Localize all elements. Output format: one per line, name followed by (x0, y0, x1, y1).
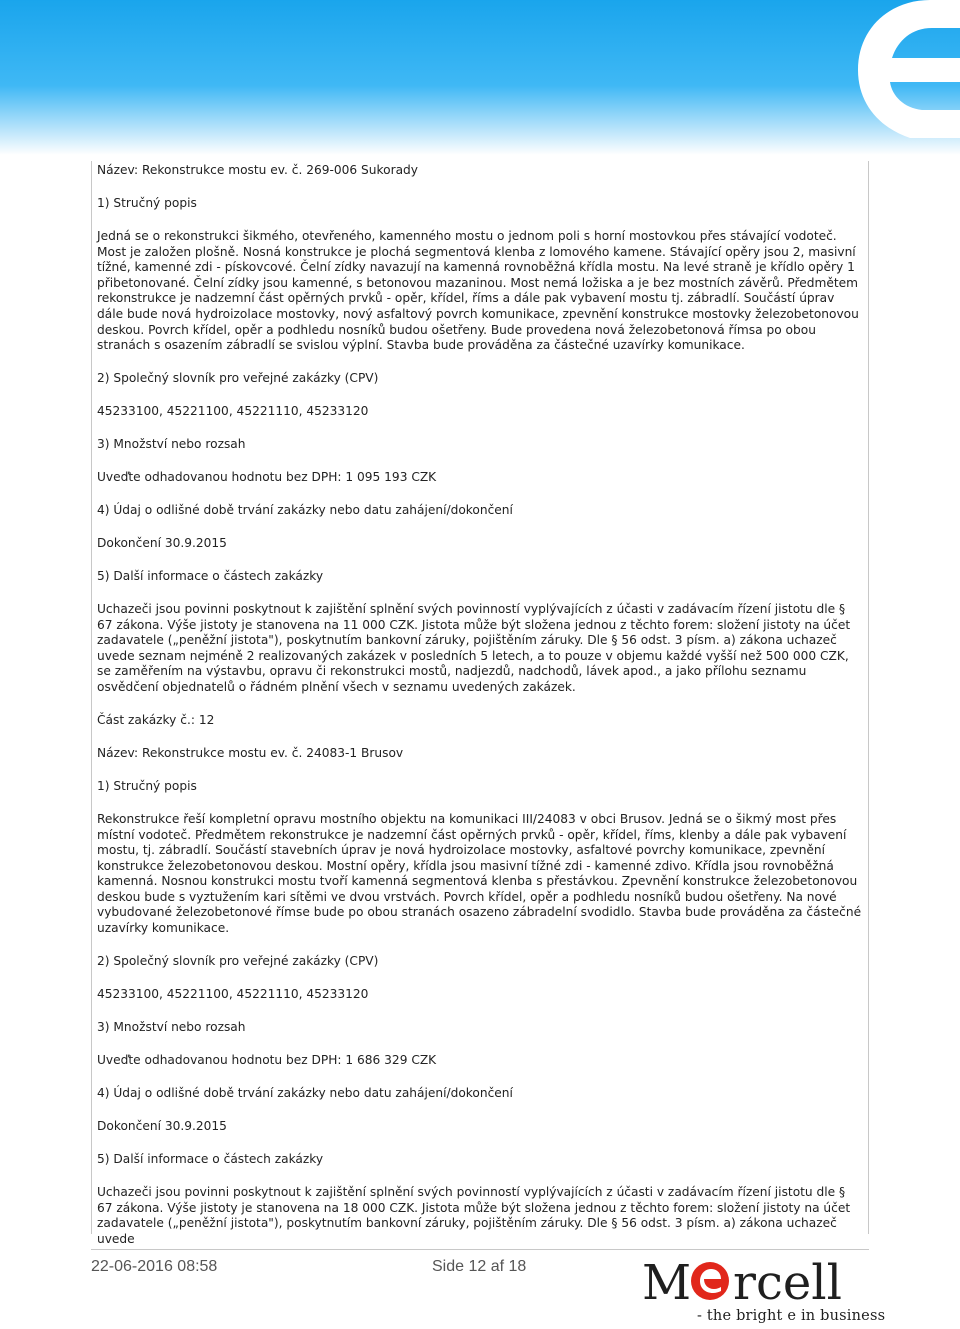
completion-date: Dokončení 30.9.2015 (97, 536, 227, 551)
section-heading: 4) Údaj o odlišné době trvání zakázky nebo datu zahájení/dokončení (97, 1085, 513, 1100)
header-banner (0, 0, 960, 155)
mercell-logo (642, 1250, 857, 1308)
mercell-e-emblem-icon (800, 0, 960, 155)
document-body (97, 163, 863, 1265)
part-name: Název: Rekonstrukce mostu ev. č. 269-006 Sukorady (97, 163, 419, 177)
section-heading: 5) Další informace o částech zakázky (97, 1151, 324, 1166)
section-heading: 2) Společný slovník pro veřejné zakázky (CPV) (97, 954, 379, 969)
completion-date: Dokončení 30.9.2015 (97, 1118, 227, 1133)
section-heading: 1) Stručný popis (97, 778, 197, 793)
additional-info: Uchazeči jsou povinni poskytnout k zajištění splnění svých povinností vyplývajících z účasti v zadávacím řízení jistotu dle § 67 zákona. Výše jistoty je stanovena na 11 000 CZK. Jistota může být složena jednou z těchto forem: složení jistoty na účet zadavatele („peněžní jistota"), poskytnutím bankovní záruky, pojištěním záruky. Dle § 56 odst. 3 písm. a) zákona uchazeč uvede seznam nejméně 2 realizovaných zakázek v posledních 5 letech, a to pouze v objemu každé vyšší než 500 000 CZK, se zaměřením na výstavbu, opravu či rekonstrukci mostů, nadjezdů, nadchodů, lávek apod., a jako přílohu seznamu osvědčení objednatelů o řádném plnění všech v seznamu uvedených zakázek. (97, 602, 851, 694)
estimated-value: Uveďte odhadovanou hodnotu bez DPH: 1 686 329 CZK (97, 1053, 437, 1067)
additional-info: Uchazeči jsou povinni poskytnout k zajištění splnění svých povinností vyplývajících z účasti v zadávacím řízení jistotu dle § 67 zákona. Výše jistoty je stanovena na 18 000 CZK. Jistota může být složena jednou z těchto forem: složení jistoty na účet zadavatele („peněžní jistota"), poskytnutím bankovní záruky, pojištěním záruky. Dle § 56 odst. 3 písm. a) zákona uchazeč uvede (97, 1184, 851, 1246)
page-number: Side 12 af 18 (432, 1258, 527, 1275)
footer-timestamp: 22-06-2016 08:58 (91, 1258, 218, 1275)
part-name: Název: Rekonstrukce mostu ev. č. 24083-1 Brusov (97, 745, 404, 760)
estimated-value: Uveďte odhadovanou hodnotu bez DPH: 1 095 193 CZK (97, 470, 437, 485)
cpv-codes: 45233100, 45221100, 45221110, 45233120 (97, 404, 369, 419)
section-heading: 3) Množství nebo rozsah (97, 437, 246, 452)
description: Rekonstrukce řeší kompletní opravu mostního objektu na komunikaci III/24083 v obci Brusov. Jedná se o šikmý most přes místní vodoteč. Předmětem rekonstrukce je nadzemní část opěrných prvků - opěr, křídel, říms, klenby a dále pak vybavení mostu, tj. zábradlí. Součástí stavebních úprav je nová hydroizolace mostovky, asfaltové povrchy komunikace, zpevnění konstrukce železobetonovou deskou. Mostní opěry, křídla jsou masivní tížné zdi - kamenné zdivo. Křídla jsou rovnoběžná kamenná. Nosnou konstrukci mostu tvoří kamenná segmentová klenba s přestávkou. Zpevnění konstrukce železobetonovou deskou bude s vyztužením kari sítěmi ve dvou vrstvách. Povrch křídel, opěr a podhledu nosníků budou ošetřeny. Na nové vybudované železobetonové římse bude po obou stranách osazeno zábradelní svodidlo. Stavba bude prováděna za částečné uzavírky komunikace. (97, 811, 862, 936)
part-label: Část zakázky č.: 12 (97, 712, 215, 727)
section-heading: 1) Stručný popis (97, 195, 197, 210)
svg-text:M: M (642, 1255, 692, 1308)
description: Jedná se o rekonstrukci šikmého, otevřeného, kamenného mostu o jednom poli s horní mostovkou přes stávající vodoteč. Most je založen plošně. Nosná konstrukce je plochá segmentová klenba z lomového kamene. Stávající opěry jsou 2, masivní tížné, kamenné zdi - pískovcové. Čelní zídky navazují na kamenná rovnoběžná křídla mostu. Na levé straně je křídlo opěry 1 přibetonované. Čelní zídky jsou kamenné, s betonovou mazaninou. Most nemá ložiska a je bez mostních závěrů. Předmětem rekonstrukce je nadzemní část opěrných prvků - opěr, křídel, říms a dále pak vybavení mostu tj. zábradlí. Součástí úprav dále bude nová hydroizolace mostovky, nový asfaltový povrch komunikace, zpevnění konstrukce mostovky železobetonovou deskou. Povrch křídel, opěr a podhledu nosníků budou ošetřeny. Bude provedena nová železobetonová římsa po obou stranách s osazením zábradlí se svislou výplní. Stavba bude prováděna za částečné uzavírky komunikace. (97, 228, 859, 353)
section-heading: 2) Společný slovník pro veřejné zakázky (CPV) (97, 371, 379, 386)
section-heading: 5) Další informace o částech zakázky (97, 569, 324, 584)
svg-text:rcell: rcell (733, 1255, 842, 1308)
logo-tagline: - the bright e in business (697, 1308, 886, 1324)
section-heading: 3) Množství nebo rozsah (97, 1020, 246, 1035)
cpv-codes: 45233100, 45221100, 45221110, 45233120 (97, 987, 369, 1002)
section-heading: 4) Údaj o odlišné době trvání zakázky nebo datu zahájení/dokončení (97, 503, 513, 518)
